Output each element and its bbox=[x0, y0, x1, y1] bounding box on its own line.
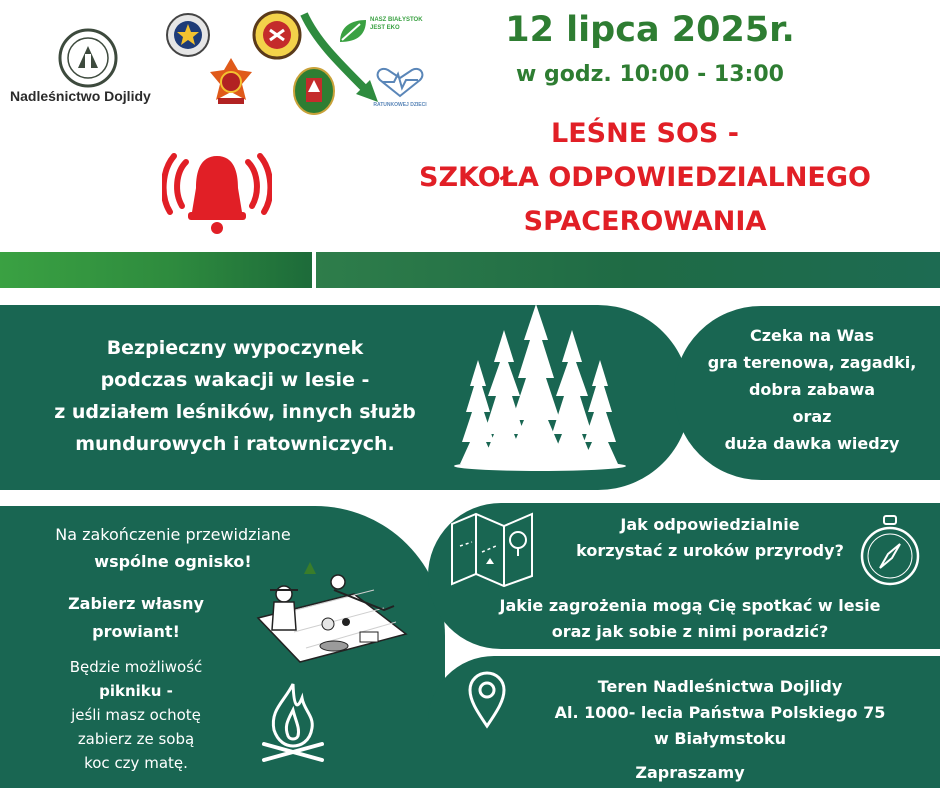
attractions-line: gra terenowa, zagadki, bbox=[707, 353, 917, 372]
forest-icon bbox=[450, 300, 630, 472]
divider-bar-right bbox=[316, 252, 940, 288]
picnic-line-7: jeśli masz ochotę bbox=[71, 706, 201, 724]
logo-police bbox=[165, 12, 211, 58]
picnic-line-3: Zabierz własny bbox=[68, 594, 204, 613]
map-icon bbox=[446, 506, 540, 590]
attractions-line: oraz bbox=[792, 407, 832, 426]
eko-text: NASZ BIAŁYSTOK JEST EKO bbox=[370, 17, 423, 31]
title-line-2: SZKOŁA ODPOWIEDZIALNEGO bbox=[419, 162, 871, 193]
picnic-illustration bbox=[244, 560, 414, 664]
bell-icon bbox=[162, 150, 272, 236]
event-time: w godz. 10:00 - 13:00 bbox=[516, 62, 784, 87]
picnic-line-6: pikniku - bbox=[99, 682, 173, 700]
attractions-text bbox=[684, 322, 940, 457]
logo-eko bbox=[336, 12, 426, 52]
question-1-line-2: korzystać z uroków przyrody? bbox=[576, 541, 844, 560]
attractions-line: dobra zabawa bbox=[748, 380, 876, 399]
picnic-line-2: wspólne ognisko! bbox=[94, 552, 252, 571]
location-line-1: Teren Nadleśnictwa Dojlidy bbox=[597, 677, 843, 696]
logo-lasy-panstwowe bbox=[58, 28, 118, 88]
intro-line: z udziałem leśników, innych służb bbox=[54, 401, 416, 423]
location-pin-icon bbox=[466, 670, 508, 730]
intro-text bbox=[20, 332, 450, 460]
question-2-line-1: Jakie zagrożenia mogą Cię spotkać w lesie bbox=[499, 596, 881, 615]
logo-heart-rescue bbox=[372, 66, 428, 116]
location-line-2: Al. 1000- lecia Państwa Polskiego 75 bbox=[554, 703, 886, 722]
attractions-line: duża dawka wiedzy bbox=[724, 434, 900, 453]
intro-line: Bezpieczny wypoczynek bbox=[106, 337, 364, 359]
attractions-line: Czeka na Was bbox=[749, 326, 875, 345]
picnic-line-8: zabierz ze sobą bbox=[77, 730, 195, 748]
title-line-3: SPACEROWANIA bbox=[523, 206, 767, 237]
heart-rescue-text: RATUNKOWEJ DZIECI bbox=[373, 102, 427, 108]
compass-icon bbox=[858, 514, 922, 588]
divider-bar-left bbox=[0, 252, 312, 288]
logo-fire-service bbox=[208, 56, 254, 110]
logo-border-guard bbox=[252, 10, 302, 60]
picnic-line-9: koc czy matę. bbox=[84, 754, 188, 772]
title-line-1: LEŚNE SOS - bbox=[551, 118, 739, 149]
intro-line: podczas wakacji w lesie - bbox=[100, 369, 370, 391]
logo-state-forest-guard bbox=[292, 66, 336, 116]
question-2-line-2: oraz jak sobie z nimi poradzić? bbox=[551, 622, 829, 641]
invite-text: Zapraszamy bbox=[635, 763, 745, 782]
picnic-line-4: prowiant! bbox=[92, 622, 180, 641]
event-date: 12 lipca 2025r. bbox=[505, 10, 795, 50]
campfire-icon bbox=[254, 680, 332, 764]
question-1-line-1: Jak odpowiedzialnie bbox=[620, 515, 800, 534]
picnic-line-5: Będzie możliwość bbox=[69, 658, 203, 676]
org-name: Nadleśnictwo Dojlidy bbox=[10, 88, 151, 104]
location-line-3: w Białymstoku bbox=[653, 729, 787, 748]
intro-line: mundurowych i ratowniczych. bbox=[75, 433, 395, 455]
picnic-line-1: Na zakończenie przewidziane bbox=[55, 525, 291, 544]
